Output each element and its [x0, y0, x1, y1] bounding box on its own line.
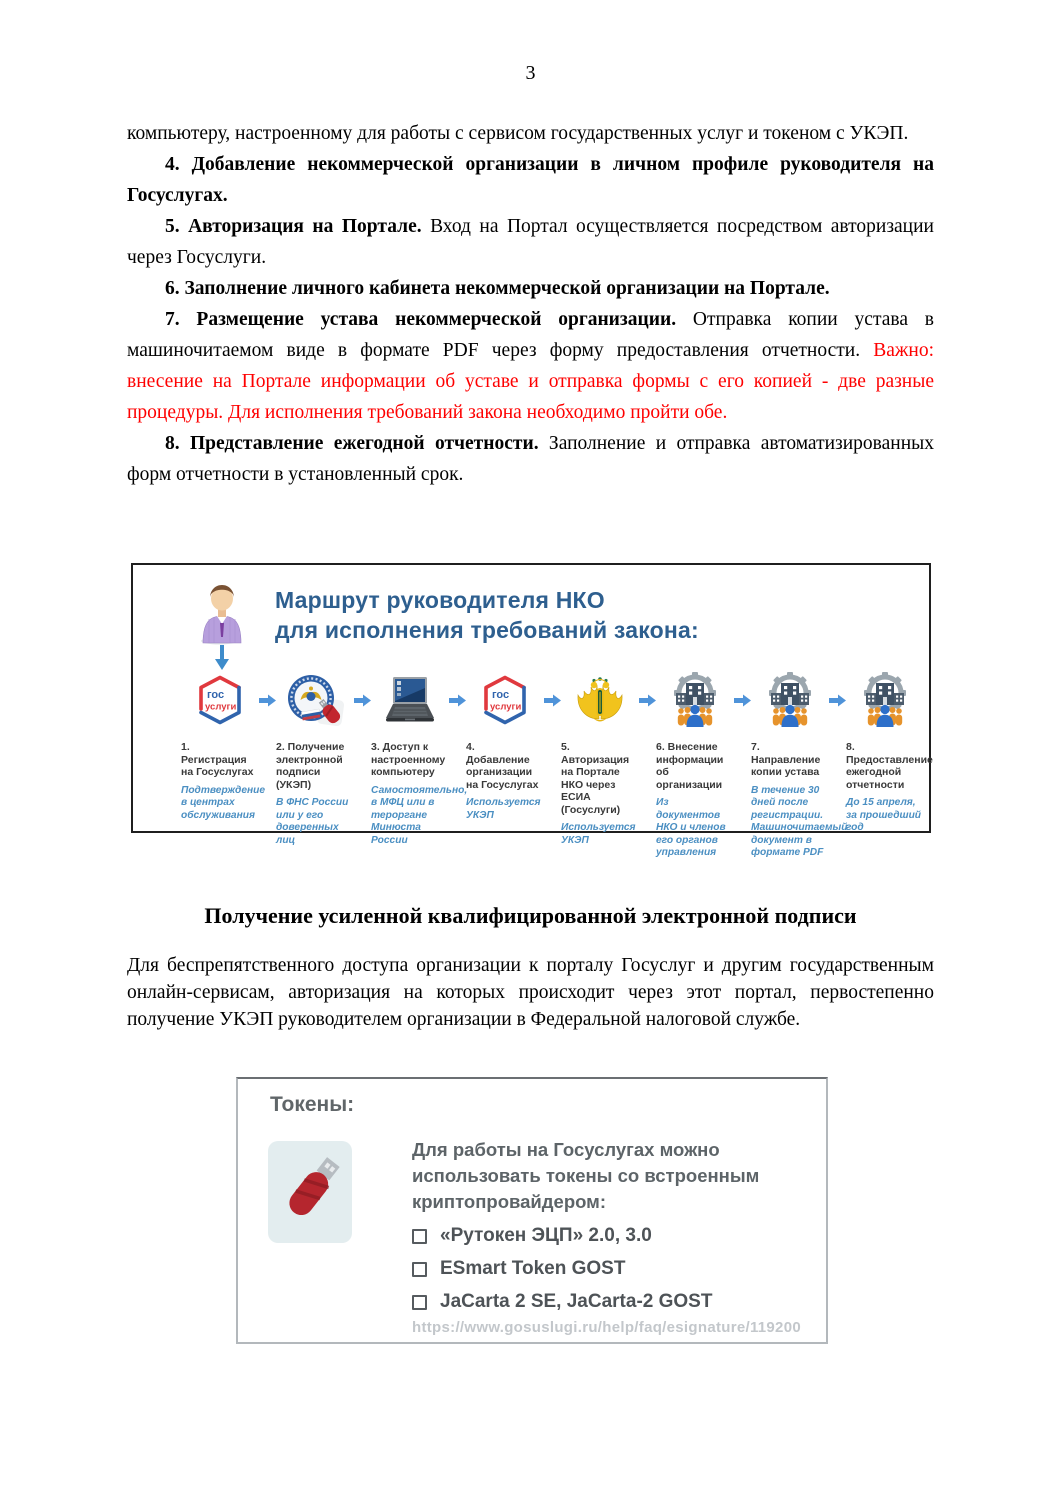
right-arrow-icon: [639, 694, 656, 707]
infographic-step: [751, 671, 848, 860]
paragraph: [127, 211, 934, 273]
text-segment: Вход на Портал осуществляется посредством авторизации через Госуслуги.: [127, 216, 934, 268]
text-segment: 4. Добавление некоммерческой организации в личном профиле руководителя на Госуслугах.: [127, 154, 934, 206]
org-gear-people-wrap: [656, 671, 734, 729]
step-note: Подтверждение в центрах обслуживания: [181, 784, 266, 821]
step-arrow: [544, 671, 561, 729]
infographic-step: [561, 671, 639, 847]
step-title: 8. Предоставление ежегодной отчетности: [846, 741, 933, 791]
usb-token-icon: [277, 1149, 343, 1235]
gosuslugi-logo-wrap: [466, 671, 544, 729]
infographic-step: [276, 671, 354, 847]
tokens-source-url: https://www.gosuslugi.ru/help/faq/esignature/119200: [412, 1319, 801, 1336]
right-arrow-icon: [259, 694, 276, 707]
paragraph: [127, 118, 934, 149]
down-arrow-icon: [215, 645, 229, 670]
text-segment: 8. Представление ежегодной отчетности.: [165, 433, 549, 454]
token-list-item: [412, 1291, 812, 1313]
step-note: В течение 30 дней после регистрации. Машиночитаемый документ в формате PDF: [751, 784, 848, 858]
infographic-image: [131, 563, 933, 858]
step-title: 1. Регистрация на Госуслугах: [181, 741, 254, 778]
token-label: «Рутокен ЭЦП» 2.0, 3.0: [440, 1225, 652, 1246]
token-list-item: [412, 1225, 812, 1247]
right-arrow-icon: [449, 694, 466, 707]
logo-text-bottom: услуги: [205, 701, 237, 713]
step-title: 5. Авторизация на Портале НКО через ЕСИА (Госуслуги): [561, 741, 630, 816]
step-note: В ФНС России или у его доверенных лиц: [276, 797, 349, 846]
step-note: Используется УКЭП: [561, 822, 636, 846]
text-segment: компьютеру, настроенному для работы с сервисом государственных услуг и токеном с УКЭП.: [127, 123, 909, 144]
infographic-step: [656, 671, 734, 860]
org-gear-people-wrap: [751, 671, 829, 729]
infographic-step: [846, 671, 933, 835]
step-title: 3. Доступ к настроенному компьютеру: [371, 741, 446, 778]
step-title: 2. Получение электронной подписи (УКЭП): [276, 741, 345, 791]
token-label: ESmart Token GOST: [440, 1258, 626, 1279]
gosuslugi-logo-wrap: [181, 671, 259, 729]
page-number: 3: [525, 62, 536, 84]
logo-text-bottom: услуги: [490, 701, 522, 713]
logo-text-top: гос: [207, 689, 225, 701]
step-title: 7. Направление копии устава: [751, 741, 821, 778]
right-arrow-icon: [734, 694, 751, 707]
tokens-list: [412, 1225, 812, 1313]
infographic-title-line2: для исполнения требований закона:: [275, 617, 699, 643]
minjust-emblem-icon: [572, 673, 628, 727]
section-heading: Получение усиленной квалифицированной электронной подписи: [204, 903, 857, 928]
laptop-icon: [381, 676, 439, 724]
text-segment: Отправка копии устава в машиночитаемом виде в формате PDF через форму предоставления отчетности.: [127, 309, 934, 361]
text-segment: Заполнение и отправка автоматизированных форм отчетности в установленный срок.: [127, 433, 934, 485]
checkbox-bullet-icon: [412, 1262, 427, 1277]
checkbox-bullet-icon: [412, 1229, 427, 1244]
step-title: 4. Добавление организации на Госуслугах: [466, 741, 539, 791]
step-arrow: [449, 671, 466, 729]
tokens-text-column: [412, 1137, 812, 1324]
token-label: JaCarta 2 SE, JaCarta-2 GOST: [440, 1291, 713, 1312]
step-arrow: [354, 671, 371, 729]
step-note: Самостоятельно, в МФЦ или в тероргане Минюста России: [371, 784, 468, 846]
step-note: Используется УКЭП: [466, 797, 541, 821]
infographic-step: [181, 671, 266, 822]
gosuslugi-logo-icon: [479, 674, 531, 726]
org-gear-people-wrap: [846, 671, 924, 729]
tokens-title: Токены:: [270, 1093, 355, 1116]
right-arrow-icon: [544, 694, 561, 707]
text-segment: 6. Заполнение личного кабинета некоммерческой организации на Портале.: [165, 278, 830, 299]
organization-gear-people-icon: [760, 671, 820, 729]
checkbox-bullet-icon: [412, 1295, 427, 1310]
step-title: 6. Внесение информации об организации: [656, 741, 724, 791]
section-paragraph: Для беспрепятственного доступа организации к порталу Госуслуг и другим государственным онлайн-сервисам, авторизация на которых происходит через этот портал, первостепенно получение УКЭП руководителем организации в Федеральной налоговой службе.: [127, 955, 934, 1030]
infographic-step: [371, 671, 468, 847]
infographic-title: [275, 585, 699, 645]
logo-text-top: гос: [492, 689, 510, 701]
paragraph: [127, 304, 934, 428]
text-segment: Важно: внесение на Портале информации об уставе и отправка формы с его копией - две разные процедуры. Для исполнения требований закона необходимо пройти обе.: [127, 340, 934, 423]
body-text-block: [127, 118, 934, 490]
step-arrow: [829, 671, 846, 729]
organization-gear-people-icon: [855, 671, 915, 729]
step-arrow: [259, 671, 276, 729]
token-list-item: [412, 1258, 812, 1280]
step-note: До 15 апреля, за прошедший год: [846, 797, 922, 833]
gosuslugi-logo-icon: [194, 674, 246, 726]
step-arrow: [734, 671, 751, 729]
step-arrow: [639, 671, 656, 729]
infographic-steps-row: [141, 671, 933, 860]
nko-leader-figure: [199, 579, 245, 650]
right-arrow-icon: [829, 694, 846, 707]
text-segment: 5. Авторизация на Портале.: [165, 216, 431, 237]
step-note: Из документов НКО и членов его органов управления: [656, 797, 726, 858]
infographic-step: [466, 671, 544, 822]
laptop-wrap: [371, 671, 449, 729]
text-segment: 7. Размещение устава некоммерческой организации.: [165, 309, 693, 330]
paragraph: [127, 149, 934, 211]
person-figure-icon: [199, 579, 245, 645]
tokens-intro: Для работы на Госуслугах можно использовать токены со встроенным криптопровайдером:: [412, 1139, 760, 1212]
tokens-image: [236, 1077, 828, 1344]
organization-gear-people-icon: [665, 671, 725, 729]
fns-emblem-icon: [285, 673, 345, 727]
usb-token-illustration: [268, 1141, 352, 1243]
paragraph: [127, 428, 934, 490]
minjust-emblem-wrap: [561, 671, 639, 729]
fns-emblem-wrap: [276, 671, 354, 729]
right-arrow-icon: [354, 694, 371, 707]
infographic-title-line1: Маршрут руководителя НКО: [275, 587, 605, 613]
paragraph: [127, 273, 934, 304]
